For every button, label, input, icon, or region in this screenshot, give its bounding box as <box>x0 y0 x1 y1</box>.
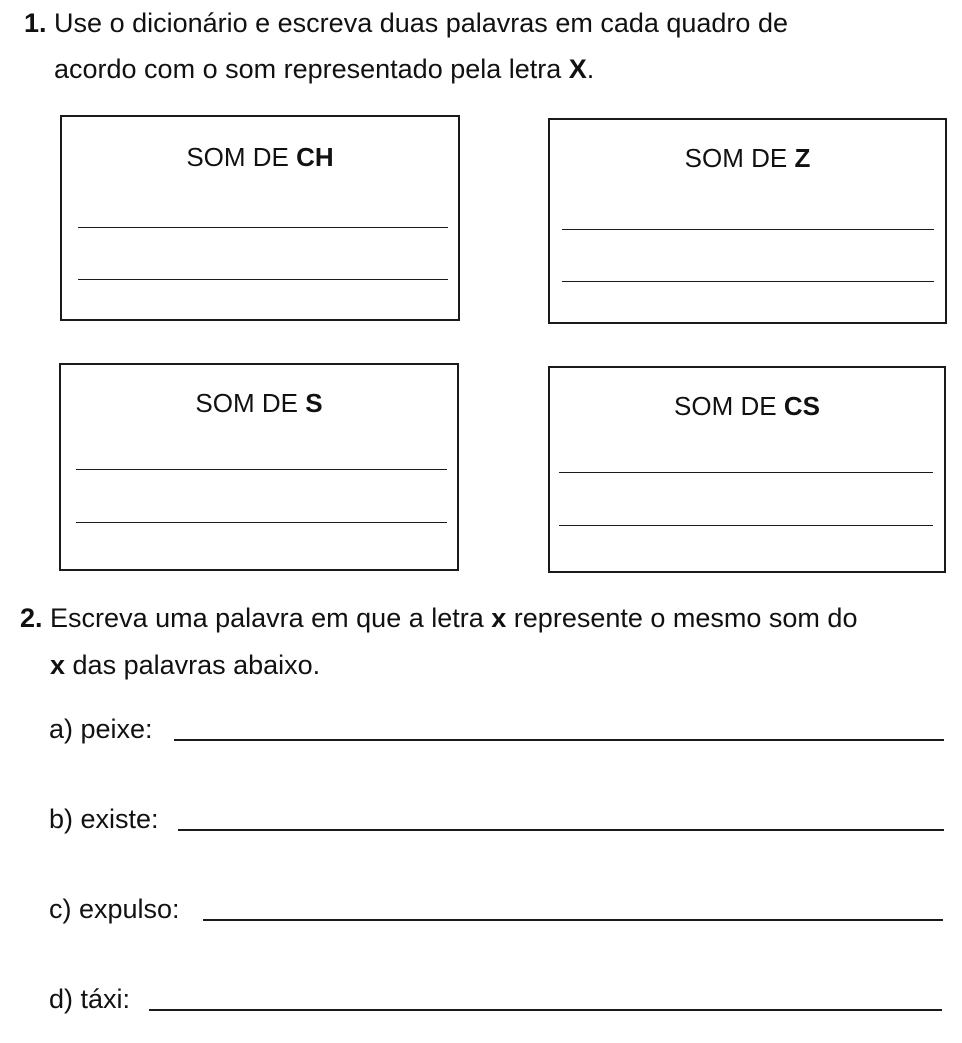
answer-line-c[interactable] <box>203 919 943 921</box>
sound-box-ch <box>60 115 460 321</box>
question-1-line-2 <box>54 56 594 83</box>
answer-line[interactable] <box>559 525 933 526</box>
sound-box-sound: Z <box>794 143 811 173</box>
question-1-line-1 <box>24 10 788 37</box>
sound-box-title: SOM DE S <box>195 388 323 418</box>
answer-label-c: c) expulso: <box>49 894 180 924</box>
question-1-text-line-1: Use o dicionário e escreva duas palavras em cada quadro de <box>54 8 788 38</box>
answer-label-d: d) táxi: <box>49 984 131 1014</box>
answer-line-d[interactable] <box>149 1009 942 1011</box>
question-1-text-line-2: acordo com o som representado pela letra <box>54 54 569 84</box>
sound-box-s <box>59 363 459 571</box>
sound-box-sound: S <box>305 388 323 418</box>
answer-line[interactable] <box>76 469 447 470</box>
question-2-letter-x: x <box>491 603 507 633</box>
answer-line[interactable] <box>559 472 933 473</box>
question-1-letter-x: X <box>568 54 587 84</box>
answer-line[interactable] <box>78 279 448 280</box>
question-1-period: . <box>586 54 595 84</box>
answer-line[interactable] <box>78 227 448 228</box>
answer-line[interactable] <box>562 229 934 230</box>
sound-box-sound: CH <box>296 142 334 172</box>
question-2-line-1: 2. Escreva uma palavra em que a letra x represente o mesmo som do <box>20 603 858 633</box>
answer-line[interactable] <box>562 281 934 282</box>
answer-line-b[interactable] <box>178 829 944 831</box>
sound-box-title: SOM DE CH <box>186 142 334 172</box>
sound-box-sound: CS <box>783 391 820 421</box>
sound-box-cs <box>548 366 946 573</box>
question-1-number: 1. <box>24 8 47 38</box>
sound-box-title: SOM DE Z <box>684 143 811 173</box>
answer-line[interactable] <box>76 522 447 523</box>
answer-label-b: b) existe: <box>49 804 159 834</box>
question-2-number: 2. <box>20 603 43 633</box>
sound-box-title: SOM DE CS <box>674 391 820 421</box>
answer-line-a[interactable] <box>174 739 944 741</box>
answer-label-a: a) peixe: <box>49 714 153 744</box>
sound-box-z <box>548 118 947 324</box>
question-2-line-2: x das palavras abaixo. <box>50 650 321 680</box>
question-2-letter-x-2: x <box>50 650 66 680</box>
